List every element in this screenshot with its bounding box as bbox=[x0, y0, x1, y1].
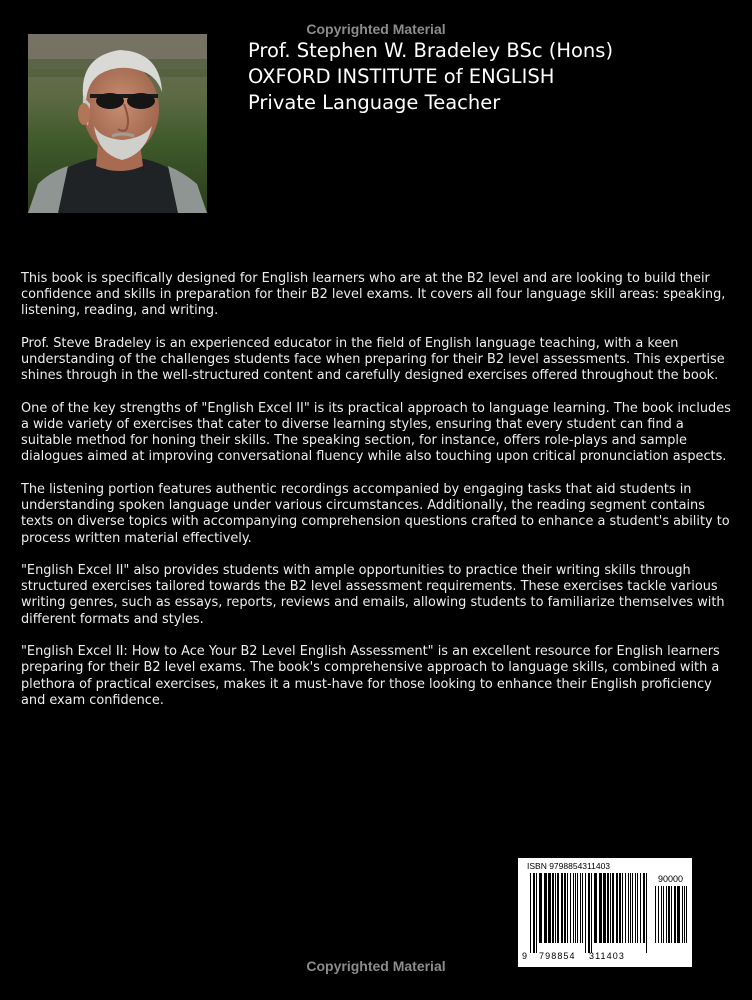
barcode-bar bbox=[567, 873, 568, 943]
barcode-bars-addon bbox=[655, 886, 687, 953]
barcode-bar bbox=[612, 873, 614, 943]
barcode-bar bbox=[616, 873, 618, 943]
barcode-bar bbox=[533, 873, 535, 953]
barcode-bar bbox=[582, 873, 583, 943]
barcode-bar bbox=[622, 873, 623, 943]
barcode-bar bbox=[544, 873, 547, 943]
barcode-bar bbox=[666, 886, 667, 943]
barcode-bar bbox=[625, 873, 626, 943]
barcode-bar bbox=[658, 886, 659, 943]
author-role: Private Language Teacher bbox=[248, 91, 501, 114]
barcode-bar bbox=[684, 886, 685, 943]
barcode-bar bbox=[643, 873, 645, 943]
price-code: 90000 bbox=[658, 874, 684, 884]
barcode-bar bbox=[610, 873, 611, 943]
barcode-bar bbox=[585, 873, 586, 953]
barcode-bar bbox=[628, 873, 629, 943]
barcode-bar bbox=[577, 873, 578, 943]
author-header bbox=[248, 38, 613, 116]
watermark-top: Copyrighted Material bbox=[306, 21, 446, 37]
isbn-barcode bbox=[518, 858, 692, 967]
watermark-bottom: Copyrighted Material bbox=[306, 958, 446, 974]
barcode-bar bbox=[552, 873, 554, 943]
barcode-bar bbox=[632, 873, 633, 943]
barcode-digits-right: 311403 bbox=[589, 951, 625, 961]
barcode-bar bbox=[530, 873, 531, 953]
barcode-bar bbox=[548, 873, 551, 943]
barcode-bar bbox=[594, 873, 597, 943]
barcode-bar bbox=[603, 873, 606, 943]
barcode-bar bbox=[630, 873, 631, 943]
blurb-paragraph: "English Excel II" also provides students with ample opportunities to practice their writing skills through structured exercises tailored towards the B2 level assessment requirements. These exercises tackle various writing genres, such as essays, reports, reviews and emails, allowing students to familiarize themselves with different formats and styles. bbox=[21, 563, 725, 627]
barcode-bar bbox=[640, 873, 641, 943]
barcode-bar bbox=[637, 873, 638, 943]
barcode-digit-first: 9 bbox=[522, 951, 528, 961]
barcode-bar bbox=[663, 886, 664, 943]
barcode-bar bbox=[607, 873, 609, 943]
barcode-bar bbox=[661, 886, 662, 943]
barcode-bar bbox=[686, 886, 687, 943]
blurb-paragraph: "English Excel II: How to Ace Your B2 Level English Assessment" is an excellent resource for English learners preparing for their B2 level exams. The book's comprehensive approach to language skills, combined with a plethora of practical exercises, makes it a must-have for those looking to enhance their English proficiency and exam confidence. bbox=[21, 644, 720, 708]
blurb-paragraph: This book is specifically designed for English learners who are at the B2 level and are looking to build their confidence and skills in preparation for their B2 level exams. It covers all four language skill areas: speaking, listening, reading, and writing. bbox=[21, 271, 726, 319]
barcode-bar bbox=[635, 873, 636, 943]
barcode-bar bbox=[575, 873, 576, 943]
barcode-bar bbox=[564, 873, 566, 943]
barcode-bar bbox=[677, 886, 680, 943]
barcode-bar bbox=[591, 873, 592, 953]
back-cover-blurb bbox=[21, 271, 737, 725]
author-portrait-illustration bbox=[28, 34, 207, 213]
barcode-bar bbox=[655, 886, 656, 943]
barcode-bar bbox=[580, 873, 581, 943]
barcode-digits-left: 798854 bbox=[539, 951, 576, 961]
barcode-bar bbox=[539, 873, 542, 943]
barcode-bar bbox=[671, 886, 672, 943]
barcode-bar bbox=[557, 873, 559, 943]
barcode-bar bbox=[682, 886, 683, 943]
barcode-bar bbox=[646, 873, 647, 953]
author-photo bbox=[28, 34, 207, 213]
blurb-paragraph: The listening portion features authentic recordings accompanied by engaging tasks that aid students in understanding spoken language under various circumstances. Additionally, the reading segment contains texts on diverse topics with accompanying comprehension questions crafted to enhance a student's ability to process written material effectively. bbox=[21, 481, 730, 546]
barcode-bar bbox=[674, 886, 676, 943]
barcode-bar bbox=[588, 873, 590, 953]
barcode-bar bbox=[570, 873, 571, 943]
barcode-bar bbox=[599, 873, 602, 943]
blurb-paragraph: One of the key strengths of "English Excel II" is its practical approach to language learning. The book includes a wide variety of exercises that cater to diverse learning styles, ensuring that every student can find a suitable method for honing their skills. The speaking section, for instance, offers role-plays and sample dialogues aimed at improving conversational fluency while also touching upon critical pronunciation aspects. bbox=[21, 400, 731, 465]
barcode-bar bbox=[555, 873, 556, 943]
isbn-label: ISBN 9798854311403 bbox=[527, 861, 611, 871]
barcode-bar bbox=[561, 873, 563, 943]
barcode-bar bbox=[573, 873, 574, 943]
barcode-bar bbox=[668, 886, 670, 943]
blurb-paragraph: Prof. Steve Bradeley is an experienced educator in the field of English language teaching, with a keen understanding of the challenges students face when preparing for their B2 level assessments. This expertise shines through in the well-structured content and carefully designed exercises offered throughout the book. bbox=[21, 335, 725, 384]
author-institute: OXFORD INSTITUTE of ENGLISH bbox=[248, 65, 555, 88]
barcode-bars-main bbox=[530, 873, 648, 953]
barcode-bar bbox=[619, 873, 621, 943]
author-name: Prof. Stephen W. Bradeley BSc (Hons) bbox=[248, 39, 614, 62]
barcode-bar bbox=[536, 873, 537, 953]
